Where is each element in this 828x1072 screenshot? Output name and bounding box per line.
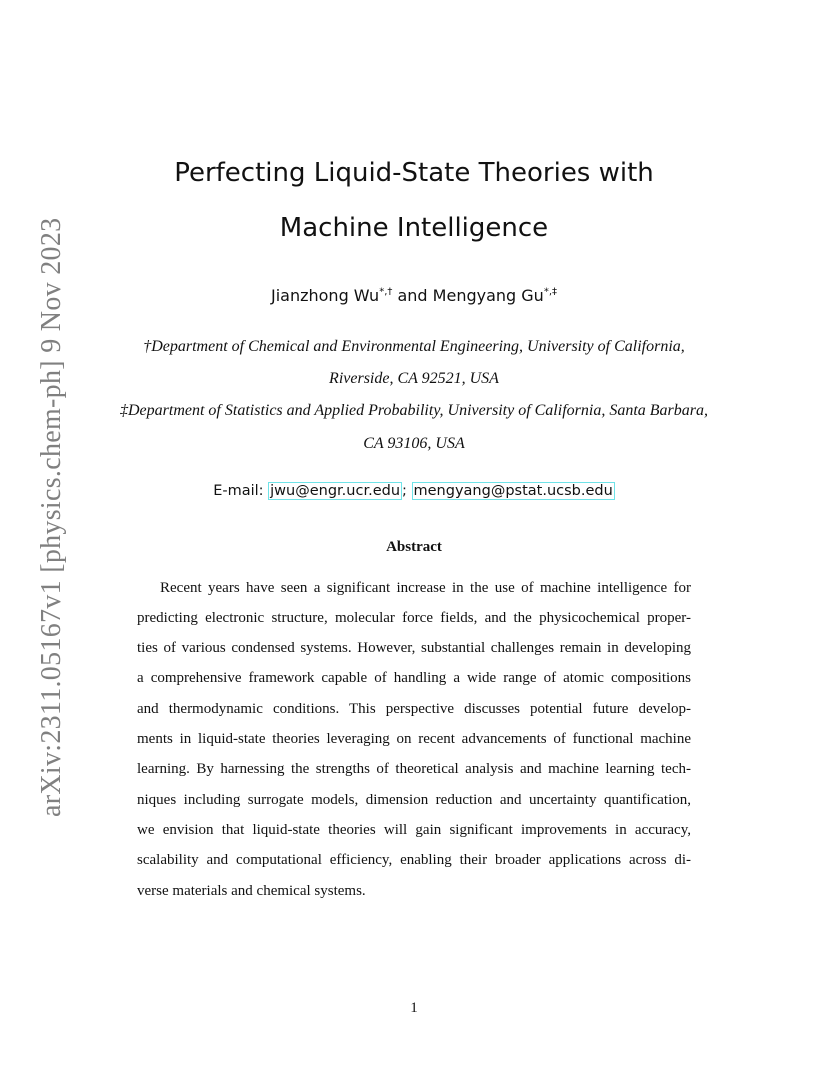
abstract-line: ments in liquid-state theories leveraging on recent advancements of functional machine [137, 731, 691, 747]
author-affiliation-marks: *,‡ [543, 286, 557, 298]
email-link-1[interactable]: jwu@engr.ucr.edu [270, 483, 401, 499]
author-name: Mengyang Gu [432, 286, 544, 305]
abstract-line: we envision that liquid-state theories will gain significant improvements in accuracy, [137, 822, 691, 838]
abstract-line: and thermodynamic conditions. This perspective discusses potential future develop- [137, 701, 691, 717]
abstract-line: Recent years have seen a significant increase in the use of machine intelligence for [160, 580, 691, 596]
author-list [0, 286, 828, 305]
page-number: 1 [410, 1000, 418, 1016]
affiliation-line: Riverside, CA 92521, USA [329, 370, 499, 387]
abstract-heading: Abstract [386, 539, 442, 555]
author-conjunction: and [392, 286, 433, 305]
abstract-line: a comprehensive framework capable of handling a wide range of atomic compositions [137, 670, 691, 686]
email-line [0, 483, 828, 499]
author-affiliation-marks: *,† [379, 286, 393, 298]
abstract-line: learning. By harnessing the strengths of theoretical analysis and machine learning tech- [137, 761, 691, 777]
affiliation-line: ‡Department of Statistics and Applied Probability, University of California, Santa Barbara, [120, 402, 708, 419]
email-label: E-mail: [213, 483, 269, 499]
abstract-line: predicting electronic structure, molecular force fields, and the physicochemical proper- [137, 610, 691, 626]
abstract-line: scalability and computational efficiency, enabling their broader applications across di- [137, 852, 691, 868]
affiliation-line: †Department of Chemical and Environmental Engineering, University of California, [143, 338, 685, 355]
abstract-line: verse materials and chemical systems. [137, 883, 366, 899]
author-name: Jianzhong Wu [270, 286, 380, 305]
affiliation-line: CA 93106, USA [363, 435, 465, 452]
email-separator: ; [402, 483, 412, 499]
abstract-line: niques including surrogate models, dimension reduction and uncertainty quantification, [137, 792, 691, 808]
paper-title-line-2: Machine Intelligence [279, 213, 549, 243]
paper-title-line-1: Perfecting Liquid-State Theories with [174, 158, 654, 188]
email-link-2[interactable]: mengyang@pstat.ucsb.edu [413, 483, 613, 499]
arxiv-sidebar-stamp: arXiv:2311.05167v1 [physics.chem-ph] 9 Nov 2023 [36, 217, 67, 817]
abstract-line: ties of various condensed systems. However, substantial challenges remain in developing [137, 640, 691, 656]
